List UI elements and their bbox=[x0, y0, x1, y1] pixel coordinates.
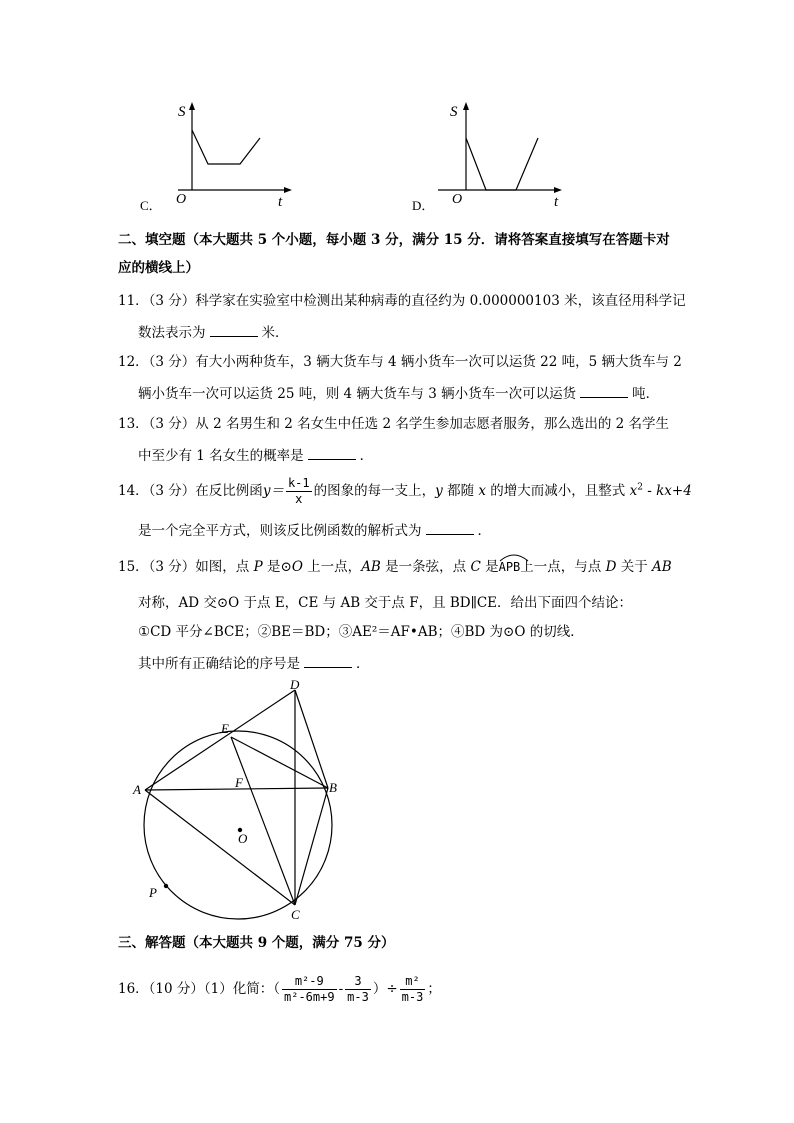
q16-fraction2: $\frac{3}{m-3}$ bbox=[347, 974, 369, 1004]
option-d-label: D． bbox=[412, 198, 435, 213]
graph-c bbox=[130, 98, 300, 218]
point-p-dot bbox=[164, 884, 168, 888]
graph-d-t-arrow bbox=[554, 187, 562, 193]
graph-d-axis-s: S bbox=[450, 104, 458, 120]
q14-answer-blank bbox=[426, 520, 474, 535]
q12-answer-blank bbox=[580, 383, 628, 398]
label-c: C bbox=[291, 907, 300, 922]
segment-bc bbox=[295, 788, 328, 905]
label-o: O bbox=[238, 831, 248, 846]
q13-line1: 13．（3 分）从 2 名男生和 2 名女生中任选 2 名学生参加志愿者服务，那么选出的 2 名学生 bbox=[118, 416, 669, 432]
section2-heading-line2: 应的横线上） bbox=[118, 260, 199, 276]
q15-answer-blank bbox=[304, 653, 352, 668]
graph-d-curve bbox=[466, 138, 538, 190]
graph-d-origin: O bbox=[452, 192, 463, 207]
q13-answer-blank bbox=[308, 445, 356, 460]
option-c-label: C． bbox=[140, 198, 162, 213]
label-d: D bbox=[290, 677, 300, 692]
graph-c-curve bbox=[192, 130, 260, 164]
q15-line1: 15．（3 分）如图，点 P 是⊙O 上一点，AB 是一条弦，点 C 是APB 上一点，与点 D 关于 AB bbox=[118, 557, 672, 577]
q13-line2: 中至少有 1 名女生的概率是 ． bbox=[138, 445, 373, 466]
q16-fraction1: $\frac{\text{m²-9}}{\text{m²-6m+9}}$ bbox=[284, 974, 335, 1004]
graph-c-s-arrow bbox=[189, 102, 195, 110]
q14-line1: 14．（3 分）在反比例函y＝ $\frac{k-1}{x}$ 的图象的每一支上，y 都随 x 的增大而减小，且整式 $x^2 - kx+4$ bbox=[118, 476, 692, 506]
q14-line2: 是一个完全平方式，则该反比例函数的解析式为 ． bbox=[138, 520, 491, 541]
q16-line: 16．（10 分）（1）化简：（ $\frac{\text{m²-9}}{\text{m²-6m+9}}$ - $\frac{3}{m-3}$ ）÷ $\frac{\text{m²}}{m-3}$ ； bbox=[118, 974, 441, 1004]
q15-figure bbox=[130, 675, 360, 930]
graph-c-axis-s: S bbox=[178, 104, 186, 120]
section2-heading-line1: 二、填空题（本大题共 5 个小题，每小题 3 分，满分 15 分．请将答案直接填写在答题卡对 bbox=[118, 232, 670, 248]
graph-c-axis-t: t bbox=[278, 194, 283, 210]
q15-arc-apb: APB bbox=[499, 560, 521, 574]
graph-d-axis-t: t bbox=[554, 194, 559, 210]
graph-d bbox=[410, 98, 580, 218]
q16-fraction3: $\frac{\text{m²}}{m-3}$ bbox=[401, 974, 424, 1004]
label-e: E bbox=[221, 721, 229, 736]
graph-d-s-arrow bbox=[463, 102, 469, 110]
q11-line2: 数法表示为 米． bbox=[138, 322, 289, 343]
q15-line3: ①CD 平分∠BCE；②BE＝BD；③AE²＝AF•AB；④BD 为⊙O 的切线． bbox=[138, 624, 584, 640]
q11-answer-blank bbox=[210, 322, 258, 337]
q12-line2: 辆小货车一次可以运货 25 吨，则 4 辆大货车与 3 辆小货车一次可以运货 吨． bbox=[138, 383, 659, 404]
q11-line1: 11．（3 分）科学家在实验室中检测出某种病毒的直径约为 0.000000103 米，该直径用科学记 bbox=[118, 293, 686, 309]
section3-heading: 三、解答题（本大题共 9 个题，满分 75 分） bbox=[118, 935, 395, 951]
label-f: F bbox=[235, 775, 243, 790]
q14-fraction: $\frac{k-1}{x}$ bbox=[287, 476, 310, 506]
label-a: A bbox=[133, 782, 141, 797]
circle-o bbox=[144, 731, 332, 919]
q12-line1: 12．（3 分）有大小两种货车，3 辆大货车与 4 辆小货车一次可以运货 22 吨，5 辆大货车与 2 bbox=[118, 354, 682, 370]
q15-line4: 其中所有正确结论的序号是 ． bbox=[138, 653, 370, 674]
segment-ad bbox=[145, 690, 295, 790]
label-b: B bbox=[329, 780, 337, 795]
q15-line2: 对称，AD 交⊙O 于点 E，CE 与 AB 交于点 F，且 BD∥CE．给出下面四个结论： bbox=[138, 595, 633, 611]
label-p: P bbox=[149, 885, 157, 900]
graph-c-t-arrow bbox=[284, 187, 292, 193]
graph-c-origin: O bbox=[176, 192, 187, 207]
